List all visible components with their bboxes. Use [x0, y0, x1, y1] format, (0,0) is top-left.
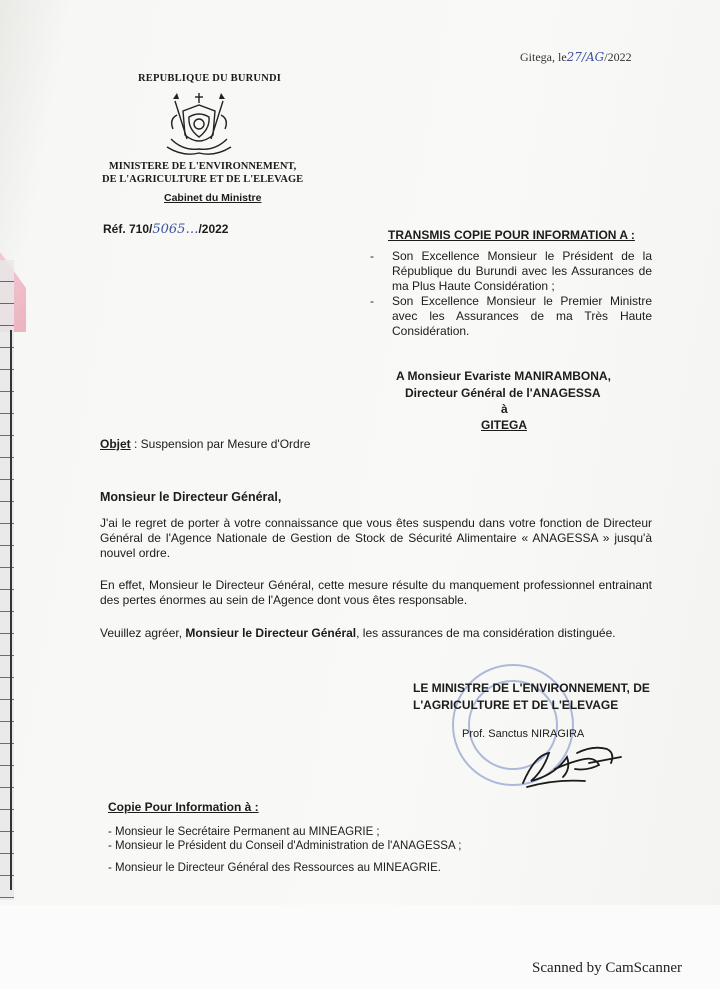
closing-part-2: , les assurances de ma considération distinguée. — [356, 626, 616, 640]
burundi-coat-of-arms-icon — [163, 89, 235, 157]
copie-item-president-conseil: - Monsieur le Président du Conseil d'Administration de l'ANAGESSA ; — [108, 840, 462, 852]
copie-item-secretaire: - Monsieur le Secrétaire Permanent au MINEAGRIE ; — [108, 826, 380, 838]
body-paragraph-3 — [100, 626, 652, 641]
copie-item-directeur-ressources: - Monsieur le Directeur Général des Ressources au MINEAGRIE. — [108, 862, 441, 874]
salutation: Monsieur le Directeur Général, — [100, 490, 282, 504]
signatory-title-line-2: L'AGRICULTURE ET DE L'ELEVAGE — [413, 698, 619, 712]
letter-subject — [100, 437, 310, 451]
transmis-title: TRANSMIS COPIE POUR INFORMATION A : — [388, 228, 635, 242]
transmis-list — [370, 249, 652, 339]
ref-suffix: /2022 — [198, 222, 229, 236]
signatory-title — [413, 680, 650, 714]
cabinet-label: Cabinet du Ministre — [164, 192, 262, 204]
ref-prefix: Réf. 710/ — [103, 222, 153, 236]
closing-part-bold: Monsieur le Directeur Général — [185, 626, 357, 640]
ministry-line-2: DE L'AGRICULTURE ET DE L'ELEVAGE — [102, 174, 304, 185]
recipient-city: GITEGA — [481, 418, 528, 432]
signatory-title-line-1: LE MINISTRE DE L'ENVIRONNEMENT, DE — [413, 681, 650, 695]
recipient-line-2: Directeur Général de l'ANAGESSA — [405, 386, 601, 400]
copie-title: Copie Pour Information à : — [108, 800, 259, 814]
handwritten-signature-icon — [515, 735, 625, 795]
body-paragraph-2: En effet, Monsieur le Directeur Général, cette mesure résulte du manquement professionnel entrainant des pertes énormes au sein de l'Agence dont vous êtes responsable. — [100, 578, 652, 607]
copie-list — [108, 826, 461, 874]
notebook-margin-line — [10, 330, 12, 890]
signatory-name: Prof. Sanctus NIRAGIRA — [462, 728, 585, 740]
reference-number — [103, 222, 228, 237]
recipient-line-3: à — [501, 402, 508, 416]
ministry-heading — [102, 160, 303, 186]
body-paragraph-1: J'ai le regret de porter à votre connaissance que vous êtes suspendu dans votre fonction de Directeur Général de l'Agence Nationale de Gestion de Stock de Sécurité Alimentaire « ANAGESSA » jusqu'à nouvel ordre. — [100, 516, 652, 560]
date-suffix: /2022 — [604, 50, 632, 64]
date-prefix: Gitega, le — [520, 50, 567, 64]
date-handwritten: 27/AG — [566, 50, 605, 64]
recipient-line-1: A Monsieur Evariste MANIRAMBONA, — [396, 369, 611, 383]
letter-date — [520, 50, 632, 65]
subject-label: Objet — [100, 437, 131, 451]
republic-heading: REPUBLIQUE DU BURUNDI — [138, 73, 282, 84]
ref-handwritten: 5065… — [152, 222, 199, 237]
subject-text: : Suspension par Mesure d'Ordre — [130, 437, 311, 451]
notebook-edge — [0, 260, 14, 900]
transmis-item-president: - Son Excellence Monsieur le Président de la République du Burundi avec les Assurances de ma Plus Haute Considération ; — [370, 249, 652, 294]
closing-part-1: Veuillez agréer, — [100, 626, 186, 640]
ministry-line-1: MINISTERE DE L'ENVIRONNEMENT, — [108, 161, 297, 172]
transmis-item-premier-ministre: - Son Excellence Monsieur le Premier Ministre avec les Assurances de ma Très Haute Considération. — [370, 294, 652, 339]
camscanner-watermark: Scanned by CamScanner — [532, 960, 682, 976]
